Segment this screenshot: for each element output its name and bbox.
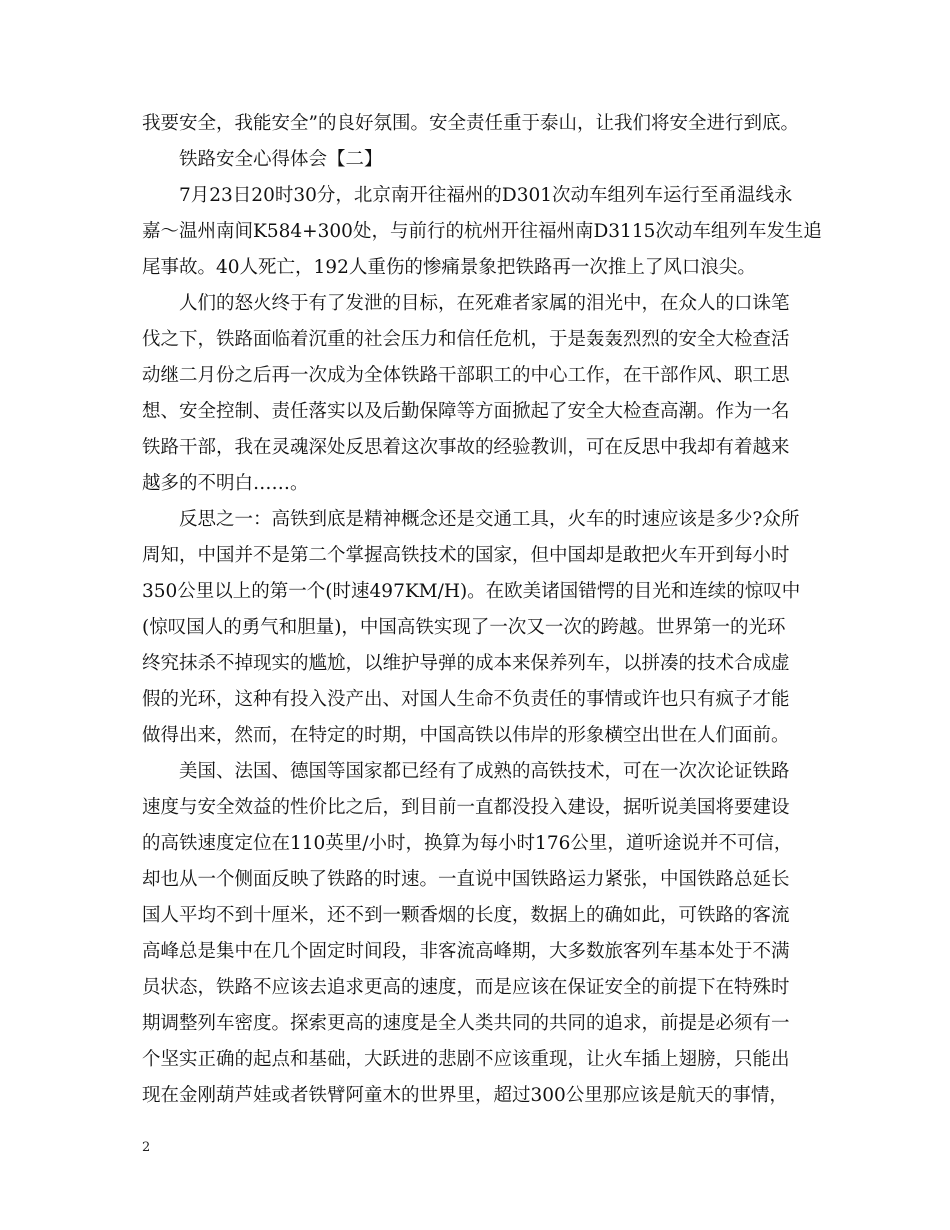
page-number: 2 [142, 1140, 151, 1155]
text-line: 美国、法国、德国等国家都已经有了成熟的高铁技术，可在一次次论证铁路 [179, 761, 790, 782]
text-line: 动继二月份之后再一次成为全体铁路干部职工的中心工作，在干部作风、职工思 [142, 365, 790, 386]
text-line: 350公里以上的第一个(时速497KM/H)。在欧美诸国错愕的目光和连续的惊叹中 [142, 581, 801, 602]
text-line: 尾事故。40人死亡，192人重伤的惨痛景象把铁路再一次推上了风口浪尖。 [142, 257, 756, 278]
text-line: 速度与安全效益的性价比之后，到目前一直都没投入建设，据听说美国将要建设 [142, 797, 790, 818]
text-line: 个坚实正确的起点和基础，大跃进的悲剧不应该重现，让火车插上翅膀，只能出 [142, 1049, 790, 1070]
text-line: 我要安全，我能安全”的良好氛围。安全责任重于泰山，让我们将安全进行到底。 [142, 113, 799, 134]
text-line: 铁路干部，我在灵魂深处反思着这次事故的经验教训，可在反思中我却有着越来 [142, 437, 790, 458]
text-line: 人们的怒火终于有了发泄的目标，在死难者家属的泪光中，在众人的口诛笔 [179, 293, 790, 314]
text-line: 现在金刚葫芦娃或者铁臂阿童木的世界里，超过300公里那应该是航天的事情， [142, 1085, 788, 1106]
section-heading: 铁路安全心得体会【二】 [179, 149, 383, 170]
text-line: 周知，中国并不是第二个掌握高铁技术的国家，但中国却是敢把火车开到每小时 [142, 545, 790, 566]
text-line: 却也从一个侧面反映了铁路的时速。一直说中国铁路运力紧张，中国铁路总延长 [142, 869, 790, 890]
text-line: (惊叹国人的勇气和胆量)，中国高铁实现了一次又一次的跨越。世界第一的光环 [142, 617, 786, 638]
text-line: 国人平均不到十厘米，还不到一颗香烟的长度，数据上的确如此，可铁路的客流 [142, 905, 790, 926]
text-line: 反思之一：高铁到底是精神概念还是交通工具，火车的时速应该是多少?众所 [179, 509, 800, 530]
text-line: 高峰总是集中在几个固定时间段，非客流高峰期，大多数旅客列车基本处于不满 [142, 941, 790, 962]
text-line: 嘉～温州南间K584+300处，与前行的杭州开往福州南D3115次动车组列车发生追 [142, 221, 822, 242]
text-line: 想、安全控制、责任落实以及后勤保障等方面掀起了安全大检查高潮。作为一名 [142, 401, 790, 422]
text-line: 越多的不明白……。 [142, 473, 309, 494]
text-line: 做得出来，然而，在特定的时期，中国高铁以伟岸的形象横空出世在人们面前。 [142, 725, 790, 746]
text-line: 的高铁速度定位在110英里/小时，换算为每小时176公里，道听途说并不可信， [142, 833, 793, 854]
text-line: 假的光环，这种有投入没产出、对国人生命不负责任的事情或许也只有疯子才能 [142, 689, 790, 710]
text-line: 7月23日20时30分，北京南开往福州的D301次动车组列车运行至甬温线永 [179, 185, 793, 206]
text-line: 终究抹杀不掉现实的尴尬，以维护导弹的成本来保养列车，以拼凑的技术合成虚 [142, 653, 790, 674]
text-line: 期调整列车密度。探索更高的速度是全人类共同的共同的追求，前提是必须有一 [142, 1013, 790, 1034]
text-line: 员状态，铁路不应该去追求更高的速度，而是应该在保证安全的前提下在特殊时 [142, 977, 790, 998]
text-line: 伐之下，铁路面临着沉重的社会压力和信任危机，于是轰轰烈烈的安全大检查活 [142, 329, 790, 350]
